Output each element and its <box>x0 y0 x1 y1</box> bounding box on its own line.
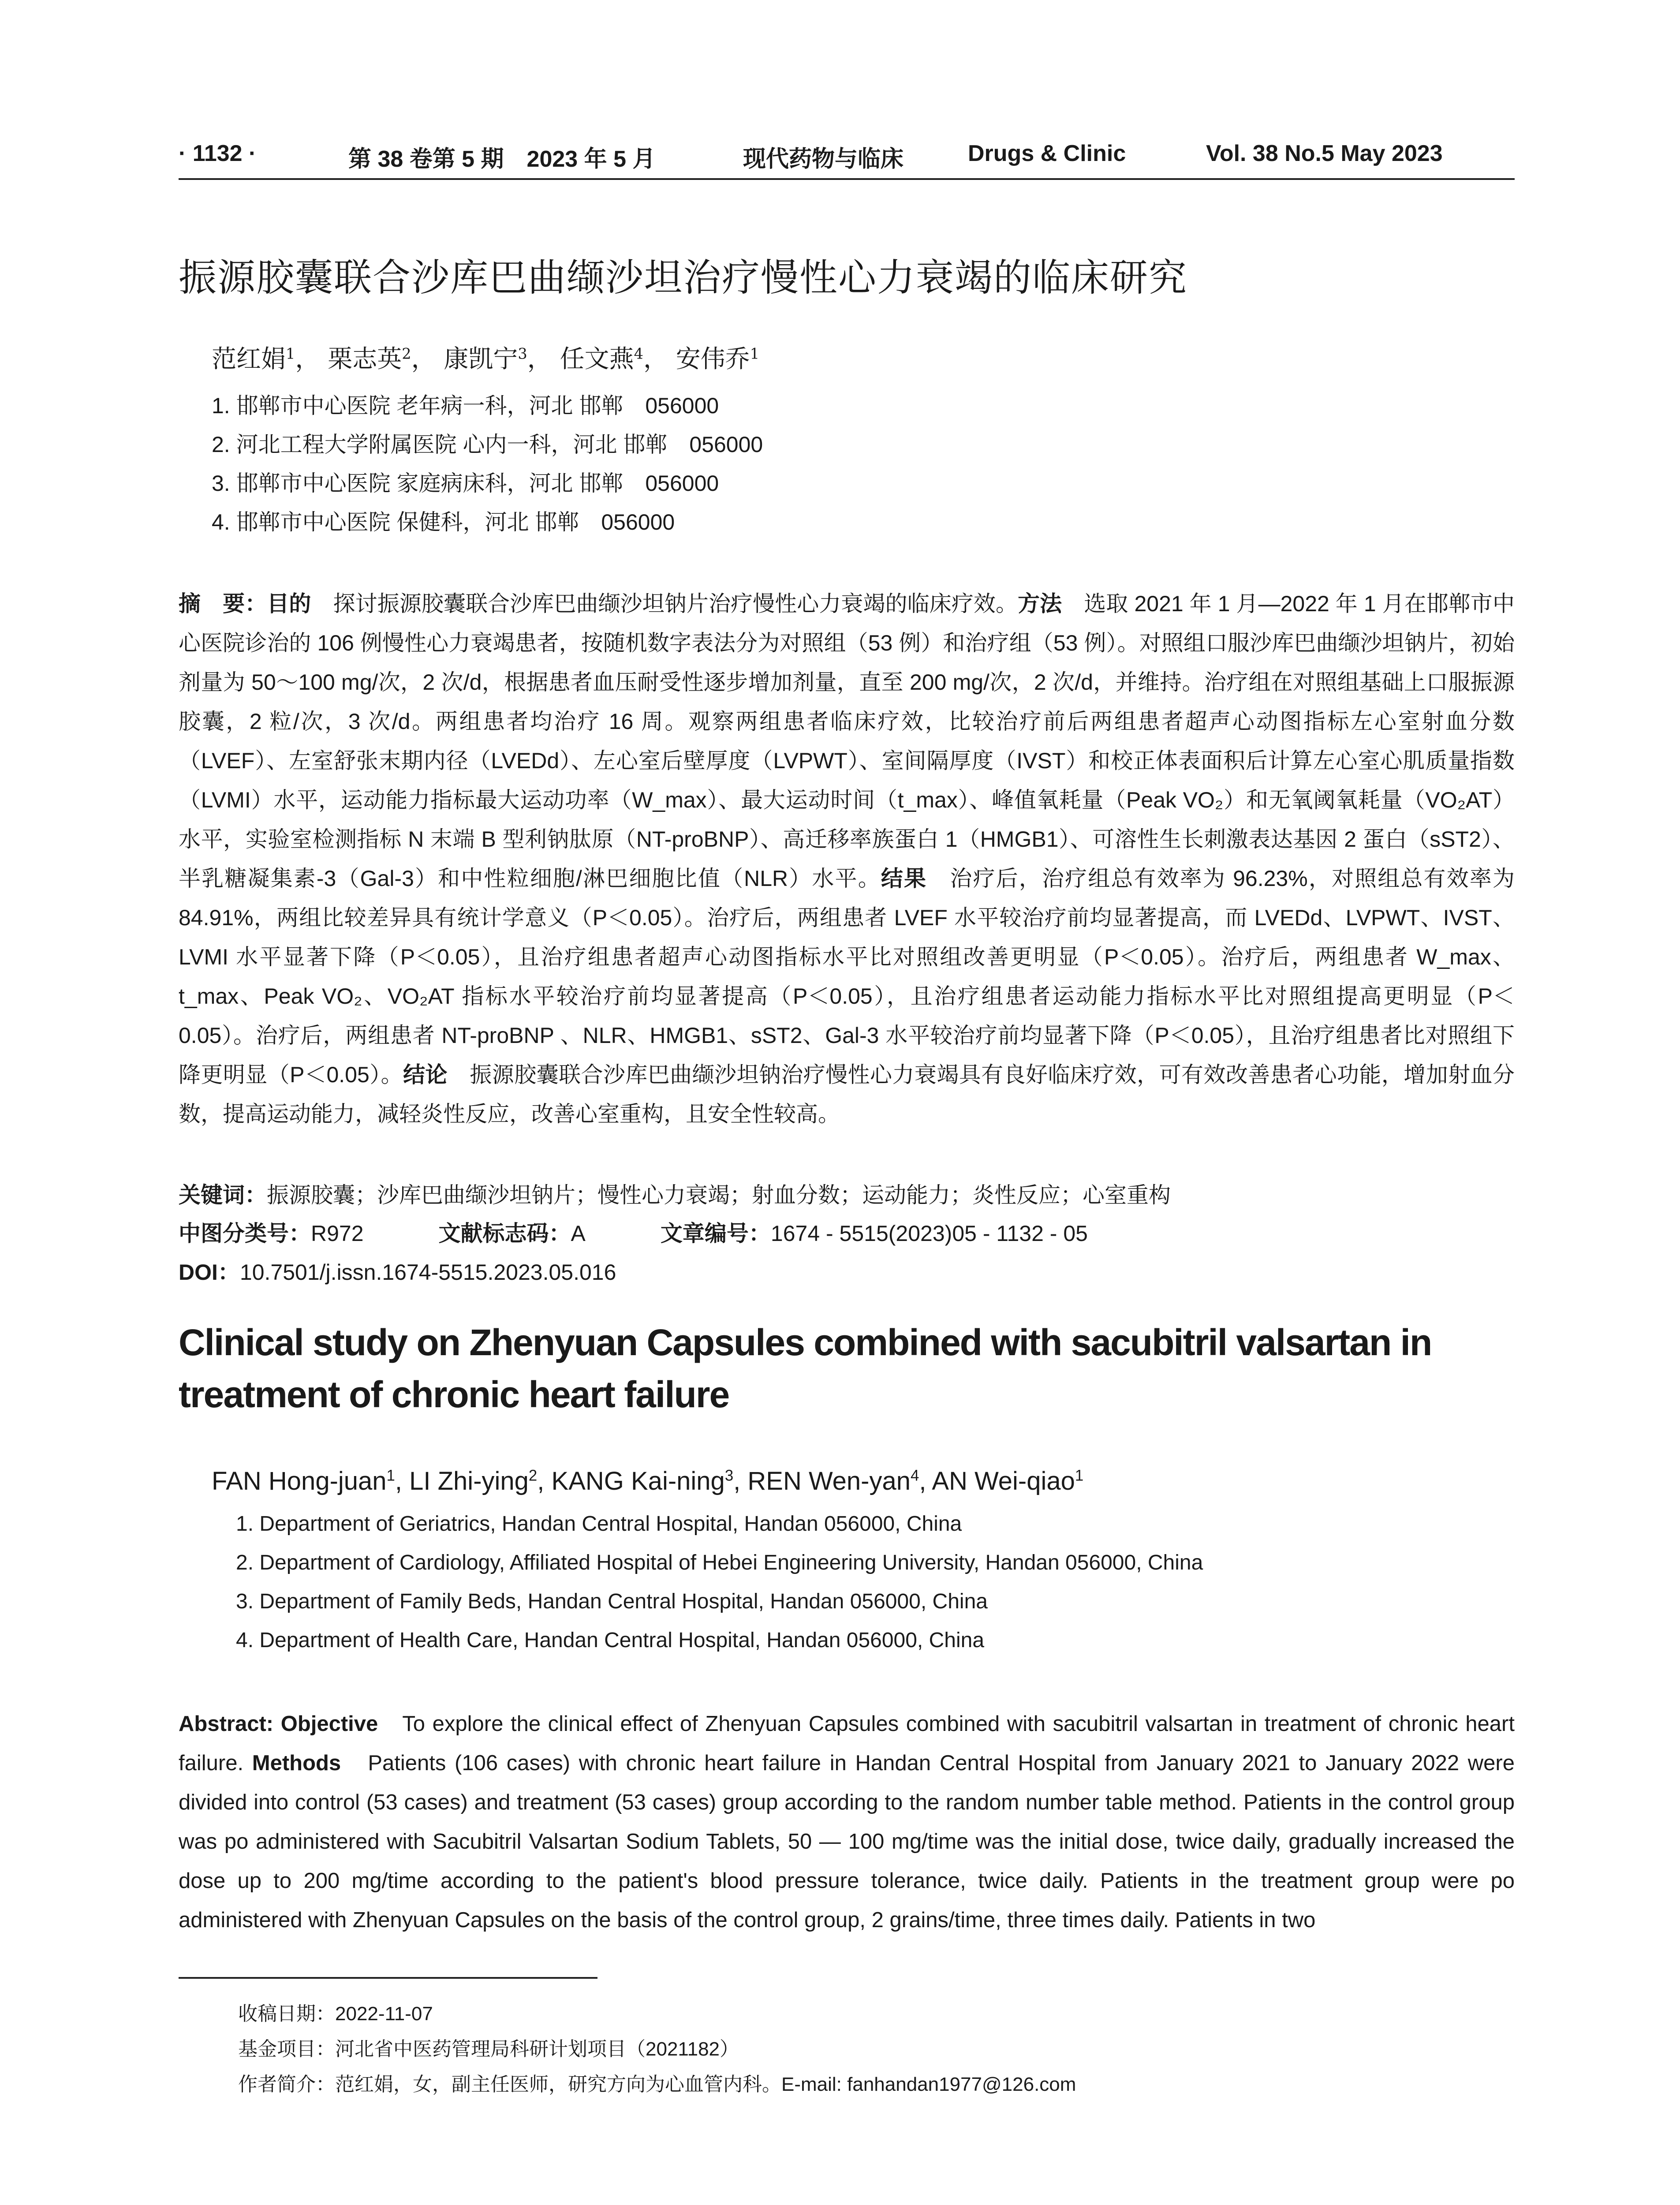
methods-label: 方法 <box>1018 591 1062 616</box>
page-number: · 1132 · <box>179 141 257 166</box>
article-title-cn: 振源胶囊联合沙库巴曲缬沙坦治疗慢性心力衰竭的临床研究 <box>179 257 1187 299</box>
header-volume-cn: 第 38 卷第 5 期 2023 年 5 月 <box>348 146 656 172</box>
doc-code-value: A <box>571 1221 586 1246</box>
results-text: 治疗后，治疗组总有效率为 96.23%，对照组总有效率为 84.91%，两组比较差异具有统计学意义（P＜0.05）。治疗后，两组患者 LVEF 水平较治疗前均显著提高，而 LVEDd、LVPWT、IVST、LVMI 水平显著下降（P＜0.05），且治疗组患者超声心动图指标水平比对照组改善更明显（P＜0.05）。治疗后，两组患者 W_max、t_max、Peak VO₂、VO₂AT 指标水平较治疗前均显著提高（P＜0.05），且治疗组患者运动能力指标水平比对照组提高更明显（P＜0.05）。治疗后，两组患者 NT-proBNP 、NLR、HMGB1、sST2、Gal-3 水平较治疗前均显著下降（P＜0.05），且治疗组患者比对照组下降更明显（P＜0.05）。 <box>179 866 1515 1087</box>
author-name: 范红娟 <box>212 345 286 374</box>
author-sup: 4 <box>911 1467 919 1484</box>
methods-text: 选取 2021 年 1 月—2022 年 1 月在邯郸市中心医院诊治的 106 例慢性心力衰竭患者，按随机数字表法分为对照组（53 例）和治疗组（53 例）。对照组口服沙库巴曲缬沙坦钠片，初始剂量为 50～100 mg/次，2 次/d，根据患者血压耐受性逐步增加剂量，直至 200 mg/次，2 次/d，并维持。治疗组在对照组基础上口服振源胶囊，2 粒/次，3 次/d。两组患者均治疗 16 周。观察两组患者临床疗效，比较治疗前后两组患者超声心动图指标左心室射血分数（LVEF）、左室舒张末期内径（LVEDd）、左心室后壁厚度（LVPWT）、室间隔厚度（IVST）和校正体表面积后计算左心室心肌质量指数（LVMI）水平，运动能力指标最大运动功率（W_max）、最大运动时间（t_max）、峰值氧耗量（Peak VO₂）和无氧阈氧耗量（VO₂AT）水平，实验室检测指标 N 末端 B 型利钠肽原（NT-proBNP）、高迁移率族蛋白 1（HMGB1）、可溶性生长刺激表达基因 2 蛋白（sST2）、半乳糖凝集素-3（Gal-3）和中性粒细胞/淋巴细胞比值（NLR）水平。 <box>179 591 1515 891</box>
affiliation-en: 2. Department of Cardiology, Affiliated Hospital of Hebei Engineering University, Handan 056000, China <box>236 1551 1203 1574</box>
abstract-cn <box>179 584 1515 1134</box>
objective-text: To explore the clinical effect of Zhenyuan Capsules combined with sacubitril valsartan in treatment of chronic heart failure. <box>179 1712 1515 1775</box>
author-name: 康凯宁 <box>444 345 518 374</box>
doi-label: DOI： <box>179 1260 240 1285</box>
footnote-funding: 基金项目：河北省中医药管理局科研计划项目（2021182） <box>238 2038 739 2060</box>
conclusion-label: 结论 <box>403 1062 448 1087</box>
objective-text: 探讨振源胶囊联合沙库巴曲缬沙坦钠片治疗慢性心力衰竭的临床疗效。 <box>311 591 1018 616</box>
author-name: AN Wei-qiao <box>932 1467 1075 1495</box>
article-no-value: 1674 - 5515(2023)05 - 1132 - 05 <box>770 1221 1088 1246</box>
abstract-label: 摘 要： <box>179 591 267 616</box>
keywords-label: 关键词： <box>179 1183 267 1207</box>
affiliation-en: 4. Department of Health Care, Handan Central Hospital, Handan 056000, China <box>236 1629 985 1652</box>
authors-en: FAN Hong-juan$^1$, LI Zhi-ying$^2$, KANG Kai-ning$^3$, REN Wen-yan$^4$, AN Wei-qiao$^1$ <box>212 1467 1084 1495</box>
authors-cn: 范红娟$^1$， 栗志英$^2$， 康凯宁$^3$， 任文燕$^4$， 安伟乔$^1$ <box>212 345 760 374</box>
header-rule <box>179 178 1515 180</box>
objective-label: Objective <box>280 1712 378 1736</box>
author-name: LI Zhi-ying <box>409 1467 529 1495</box>
abstract-label: Abstract: <box>179 1712 281 1736</box>
clc-label: 中图分类号： <box>179 1221 311 1246</box>
doi-line <box>179 1255 616 1286</box>
header-volume-en: Vol. 38 No.5 May 2023 <box>1206 141 1443 166</box>
author-name: KANG Kai-ning <box>551 1467 725 1495</box>
author-sup: 1 <box>286 345 295 363</box>
author-sup: 1 <box>386 1467 395 1484</box>
author-sup: 2 <box>402 345 411 363</box>
author-sup: 2 <box>528 1467 538 1484</box>
methods-text: Patients (106 cases) with chronic heart failure in Handan Central Hospital from January 2021 to January 2022 were divided into control (53 cases) and treatment (53 cases) group according to the random number table method. Patients in the control group was po administered with Sacubitril Valsartan Sodium Tablets, 50 — 100 mg/time was the initial dose, twice daily, gradually increased the dose up to 200 mg/time according to the patient's blood pressure tolerance, twice daily. Patients in the treatment group were po administered with Zhenyuan Capsules on the basis of the control group, 2 grains/time, three times daily. Patients in two <box>179 1751 1515 1932</box>
footnote-received: 收稿日期：2022-11-07 <box>238 2003 433 2025</box>
author-name: 栗志英 <box>328 345 402 374</box>
author-sup: 3 <box>518 345 527 363</box>
author-name: 安伟乔 <box>676 345 750 374</box>
affiliation-en: 1. Department of Geriatrics, Handan Central Hospital, Handan 056000, China <box>236 1512 962 1536</box>
article-no-label: 文章编号： <box>660 1221 771 1246</box>
keywords-text: 振源胶囊；沙库巴曲缬沙坦钠片；慢性心力衰竭；射血分数；运动能力；炎性反应；心室重构 <box>267 1183 1171 1207</box>
author-sup: 1 <box>1075 1467 1084 1484</box>
author-sup: 1 <box>750 345 760 363</box>
author-name: REN Wen-yan <box>747 1467 911 1495</box>
affiliation-cn: 2. 河北工程大学附属医院 心内一科，河北 邯郸 056000 <box>212 432 763 457</box>
article-title-en: Clinical study on Zhenyuan Capsules combined with sacubitril valsartan in treatment of chronic heart failure <box>179 1322 1432 1415</box>
affiliation-cn: 1. 邯郸市中心医院 老年病一科，河北 邯郸 056000 <box>212 393 719 418</box>
doi-value: 10.7501/j.issn.1674-5515.2023.05.016 <box>239 1260 616 1285</box>
doc-code-label: 文献标志码： <box>438 1221 571 1246</box>
author-sup: 3 <box>724 1467 734 1484</box>
affiliation-en: 3. Department of Family Beds, Handan Central Hospital, Handan 056000, China <box>236 1590 988 1613</box>
abstract-en <box>179 1704 1515 1940</box>
author-name: FAN Hong-juan <box>212 1467 387 1495</box>
clc-value: R972 <box>311 1221 364 1246</box>
header-journal-cn: 现代药物与临床 <box>743 146 904 172</box>
header-journal-en: Drugs & Clinic <box>968 141 1126 166</box>
affiliation-cn: 4. 邯郸市中心医院 保健科，河北 邯郸 056000 <box>212 510 675 534</box>
affiliation-cn: 3. 邯郸市中心医院 家庭病床科，河北 邯郸 056000 <box>212 471 719 496</box>
footnote-author-bio: 作者简介：范红娟，女，副主任医师，研究方向为心血管内科。E-mail: fanhandan1977@126.com <box>238 2074 1076 2095</box>
author-sup: 4 <box>634 345 643 363</box>
objective-label: 目的 <box>267 591 311 616</box>
conclusion-text: 振源胶囊联合沙库巴曲缬沙坦钠治疗慢性心力衰竭具有良好临床疗效，可有效改善患者心功能，增加射血分数，提高运动能力，减轻炎性反应，改善心室重构，且安全性较高。 <box>179 1062 1515 1126</box>
methods-label: Methods <box>252 1751 341 1775</box>
classification-line <box>179 1216 1088 1248</box>
results-label: 结果 <box>881 866 927 891</box>
author-name: 任文燕 <box>560 345 634 374</box>
footnote-rule <box>179 1977 597 1979</box>
keywords-cn <box>179 1177 1171 1209</box>
